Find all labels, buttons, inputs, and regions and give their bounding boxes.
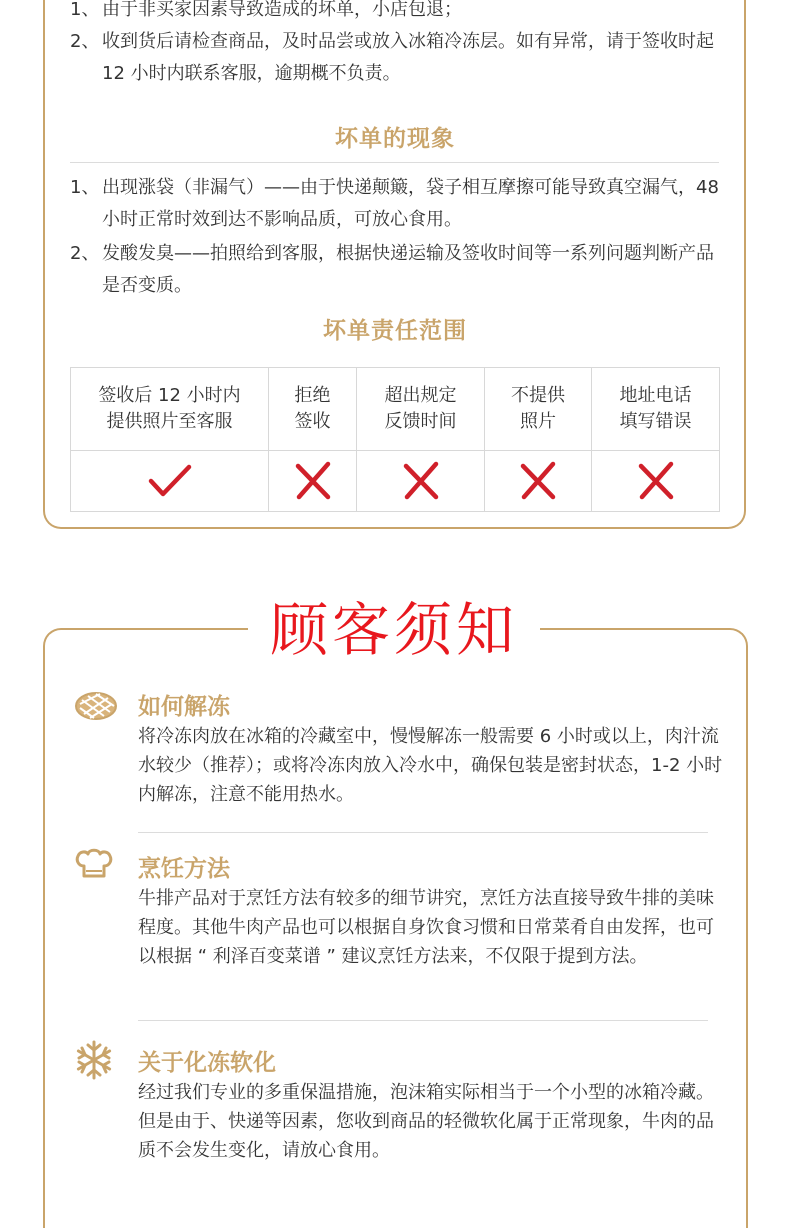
table-header-cell: 地址电话 填写错误 xyxy=(592,368,720,451)
responsibility-table xyxy=(70,367,720,512)
customer-notice-title: 顾客须知 xyxy=(248,590,540,670)
bad-order-list xyxy=(70,172,730,302)
table-header-cell: 签收后 12 小时内 提供照片至客服 xyxy=(71,368,269,451)
check-icon xyxy=(71,451,269,512)
cross-icon xyxy=(269,451,357,512)
divider xyxy=(138,832,708,833)
list-item: 2、 发酸发臭——拍照给到客服，根据快递运输及签收时间等一系列问题判断产品是否变质。 xyxy=(70,243,714,296)
cross-icon xyxy=(592,451,720,512)
notice-body: 牛排产品对于烹饪方法有较多的细节讲究，烹饪方法直接导致牛排的美味程度。其他牛肉产品也可以根据自身饮食习惯和日常菜肴自由发挥，也可以根据 “ 利泽百变菜谱 ” 建议烹饪方法来，不仅限于提到方法。 xyxy=(138,888,714,967)
notice-title: 关于化冻软化 xyxy=(138,1050,276,1076)
table-header-cell: 超出规定 反馈时间 xyxy=(357,368,485,451)
snowflake-icon xyxy=(74,1040,114,1084)
responsibility-title: 坏单责任范围 xyxy=(323,318,467,344)
list-item: 1、 由于非买家因素导致造成的坏单，小店包退； xyxy=(70,0,462,20)
table-header-row xyxy=(71,368,720,451)
list-item: 2、 收到货后请检查商品，及时品尝或放入冰箱冷冻层。如有异常，请于签收时起 12 小时内联系客服，逾期概不负责。 xyxy=(70,31,714,84)
after-sale-rules-list xyxy=(70,0,730,90)
notice-title: 如何解冻 xyxy=(138,694,230,720)
cross-icon xyxy=(357,451,485,512)
steak-icon xyxy=(74,690,118,726)
list-item: 1、 出现涨袋（非漏气）——由于快递颠簸，袋子相互摩擦可能导致真空漏气，48 小时正常时效到达不影响品质，可放心食用。 xyxy=(70,177,719,230)
bad-order-title: 坏单的现象 xyxy=(335,126,455,152)
chef-hat-icon xyxy=(74,846,114,882)
table-header-cell: 拒绝 签收 xyxy=(269,368,357,451)
divider xyxy=(70,162,719,163)
notice-body: 将冷冻肉放在冰箱的冷藏室中，慢慢解冻一般需要 6 小时或以上，肉汁流水较少（推荐）；或将冷冻肉放入冷水中，确保包装是密封状态，1-2 小时内解冻，注意不能用热水。 xyxy=(138,726,723,805)
cross-icon xyxy=(485,451,592,512)
table-row xyxy=(71,451,720,512)
divider xyxy=(138,1020,708,1021)
table-header-cell: 不提供 照片 xyxy=(485,368,592,451)
notice-body: 经过我们专业的多重保温措施，泡沫箱实际相当于一个小型的冰箱冷藏。但是由于、快递等因素，您收到商品的轻微软化属于正常现象，牛肉的品质不会发生变化，请放心食用。 xyxy=(138,1082,714,1161)
notice-title: 烹饪方法 xyxy=(138,856,230,882)
